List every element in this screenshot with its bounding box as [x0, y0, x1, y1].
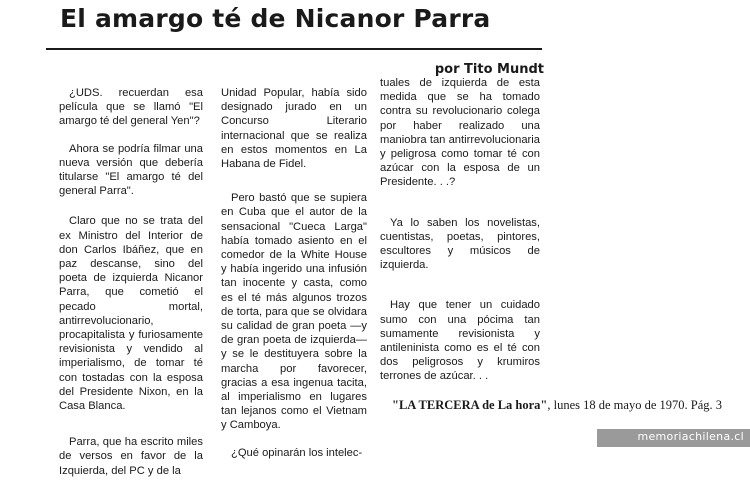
article-title: El amargo té de Nicanor Parra [60, 4, 491, 33]
newspaper-name: "LA TERCERA de La hora" [392, 398, 548, 412]
paragraph: Pero bastó que se supiera en Cuba que el autor de la sensacional "Cueca Larga" había tomado asiento en el comedor de la White House y había ingerido una infusión tan inocente y casta, como es el té más algunos trozos de torta, para que se olvidara su calidad de gran poeta —y de gran poeta de izquierda— y se le destituyera sobre la marcha por favorecer, gracias a esa ingenua tacita, al imperialismo en lugares tan lejanos como el Vietnam y Camboya. [221, 192, 367, 432]
paragraph: tuales de izquierda de esta medida que se ha tomado contra su revolucionario colega por haber realizado una maniobra tan antirrevolucionaria y peligrosa como tomar té con azúcar con la esposa de un Presidente. . .? [380, 77, 540, 189]
column-2 [221, 86, 367, 473]
byline: por Tito Mundt [434, 62, 544, 77]
date-page: , lunes 18 de mayo de 1970. Pág. 3 [547, 398, 722, 412]
paragraph: Parra, que ha escrito miles de versos en favor de la Izquierda, del PC y de la [59, 436, 203, 477]
title-rule [46, 48, 542, 50]
column-3 [380, 76, 540, 397]
watermark-text: memoriachilena.cl [637, 430, 744, 443]
column-1 [59, 86, 203, 491]
paragraph: Ya lo saben los novelistas, cuentistas, poetas, pintores, escultores y músicos de izquierda. [380, 216, 540, 272]
source-citation [392, 398, 722, 413]
watermark-bar [597, 429, 750, 447]
paragraph: ¿UDS. recuerdan esa película que se llamó "El amargo té del general Yen"? [59, 87, 203, 128]
paragraph: Claro que no se trata del ex Ministro del Interior de don Carlos Ibáñez, que en paz descanse, sino del poeta de izquierda Nicanor Parra, que cometió el pecado mortal, antirrevolucionario, procapitalista y furiosamente revisionista y vendido al imperialismo, de tomar té con tostadas con la esposa del Presidente Nixon, en la Casa Blanca. [59, 215, 203, 413]
paragraph: Hay que tener un cuidado sumo con una pócima tan sumamente revisionista y antileninista como es el té con dos peligrosos y krumiros terrones de azúcar. . . [380, 299, 540, 383]
paragraph: Ahora se podría filmar una nueva versión que debería titularse "El amargo té del general Parra". [59, 142, 203, 198]
paragraph: Unidad Popular, había sido designado jurado en un Concurso Literario internacional que se realiza en estos momentos en La Habana de Fidel. [221, 87, 367, 171]
paragraph: ¿Qué opinarán los intelec- [231, 446, 363, 459]
